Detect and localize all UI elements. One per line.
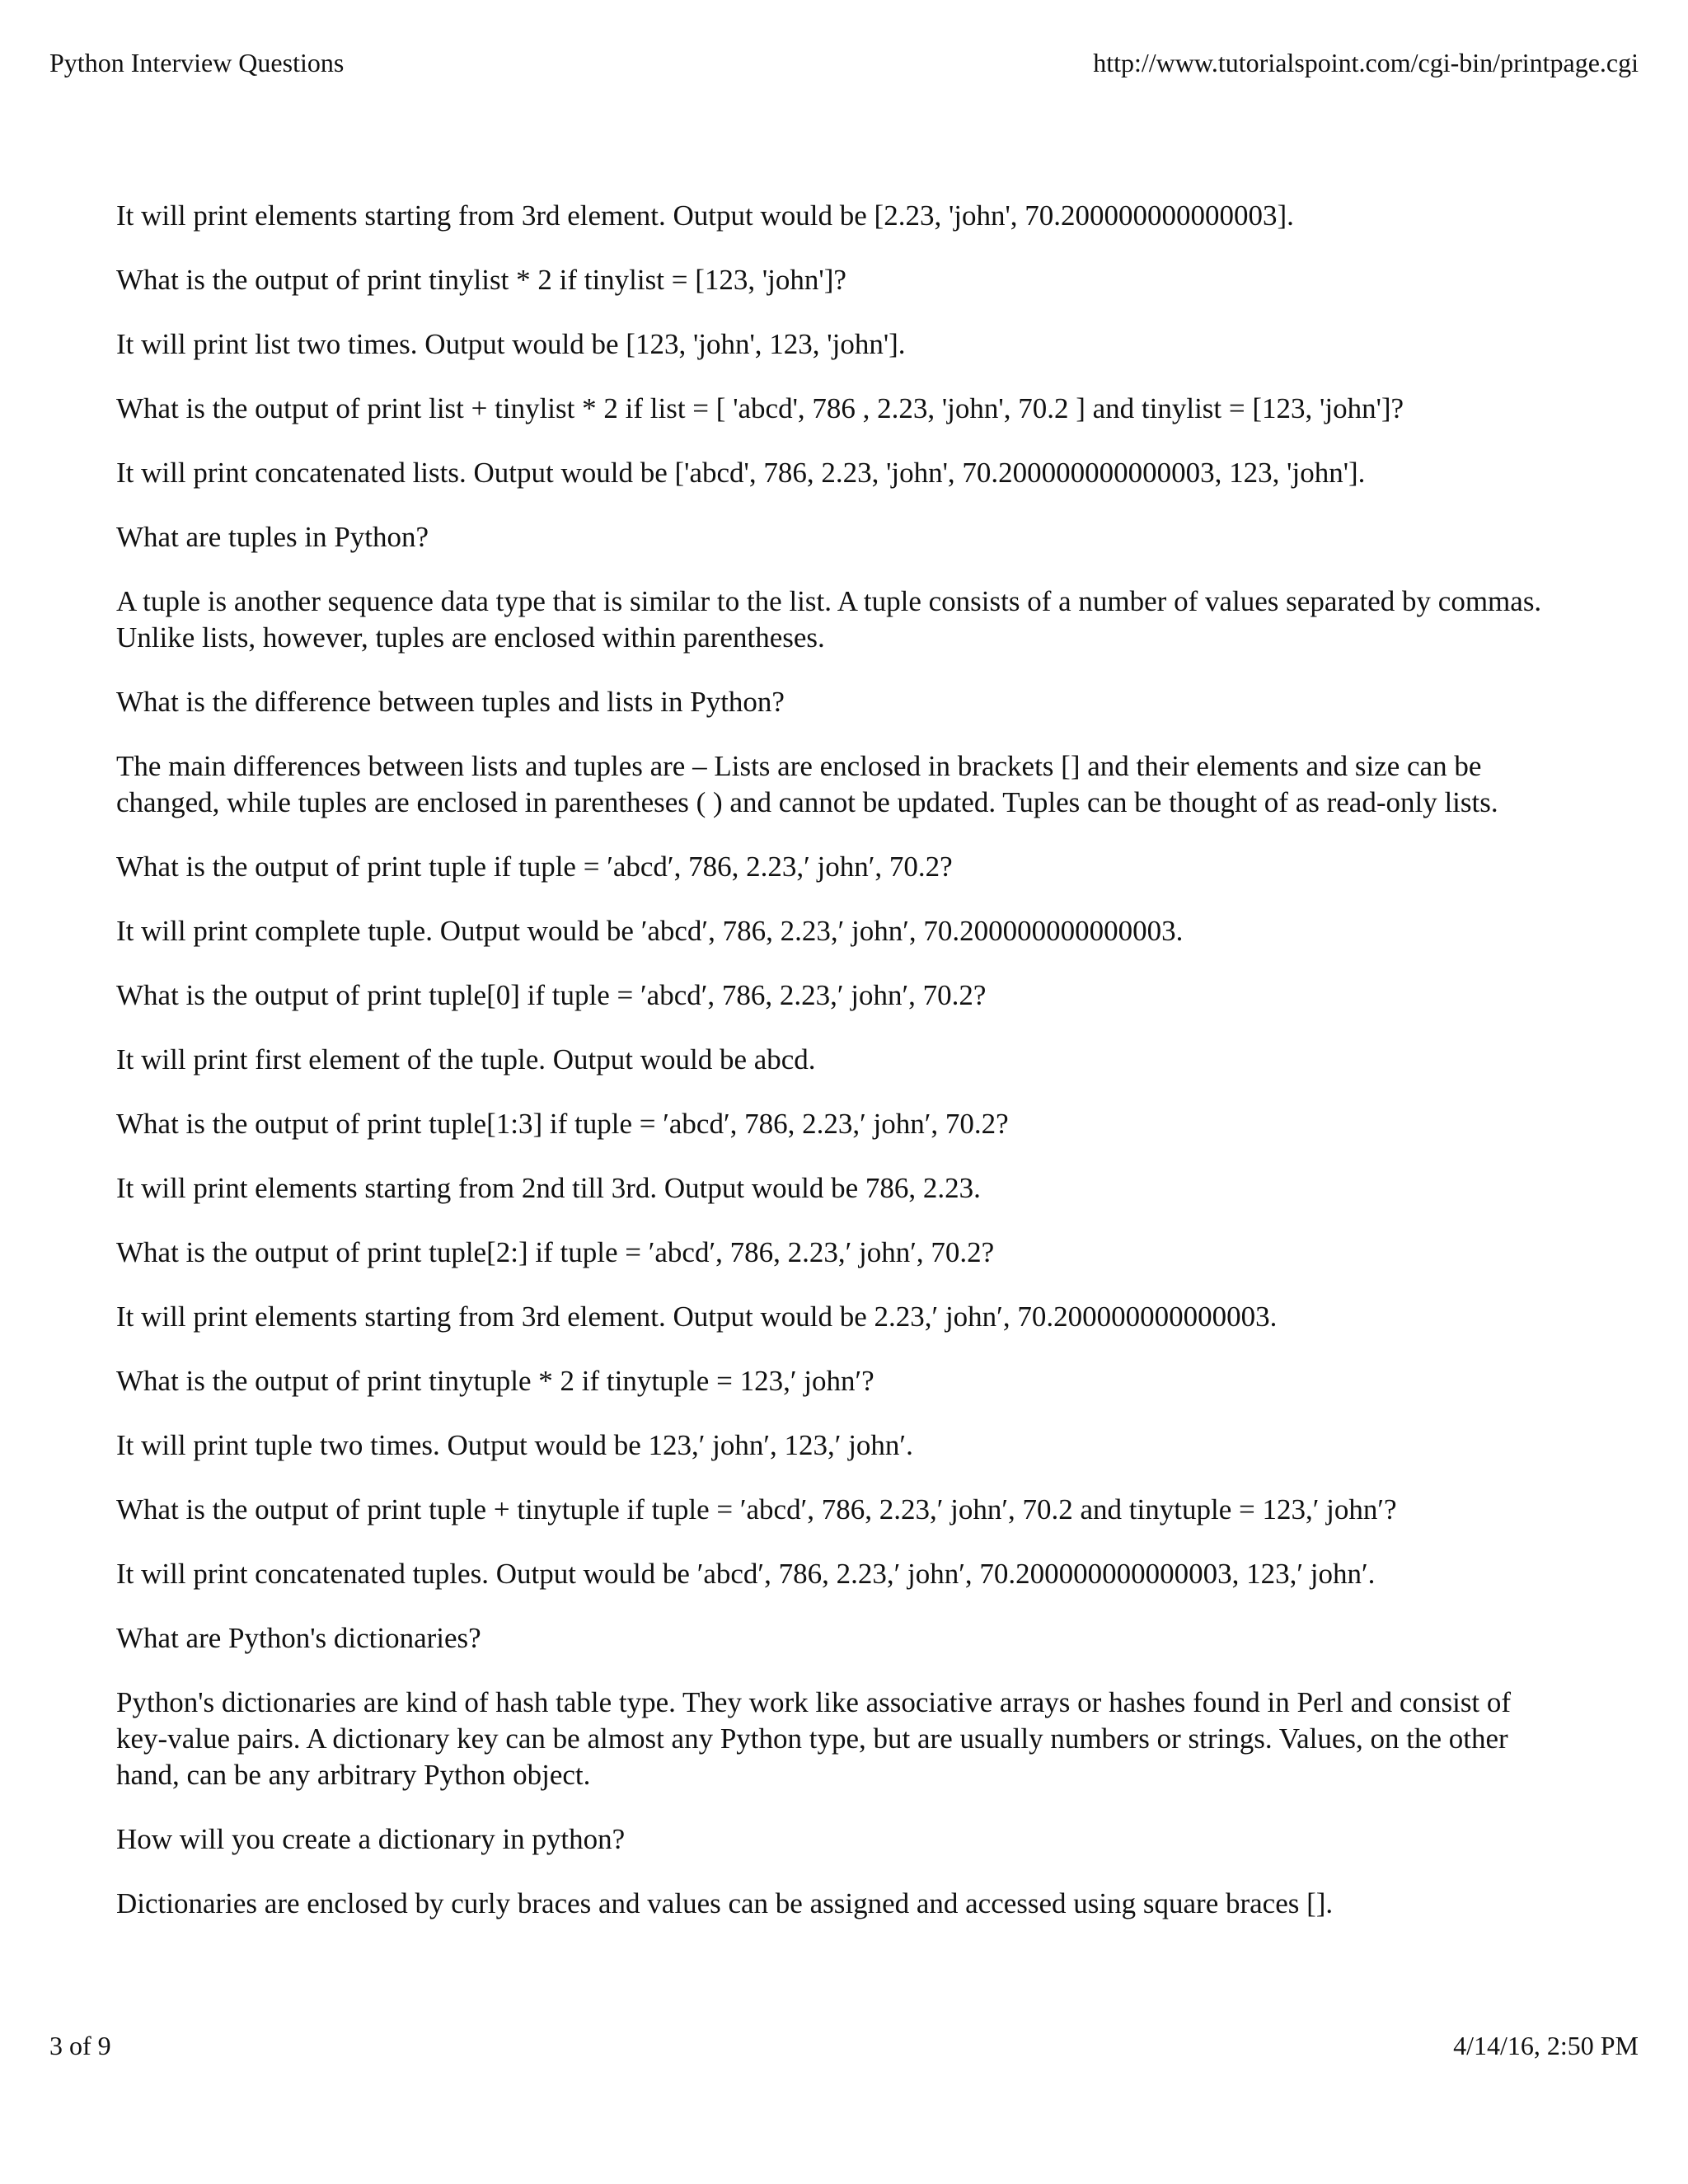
answer-text: The main differences between lists and tuples are – Lists are enclosed in brackets [] and their elements and size can be changed, while tuples are enclosed in parentheses ( ) and cannot be updated. Tuples can be thought of as read-only lists.: [116, 750, 1498, 818]
question-text: What is the difference between tuples and lists in Python?: [116, 686, 785, 718]
answer-text: It will print tuple two times. Output would be 123,′ john′, 123,′ john′.: [116, 1429, 913, 1461]
question-text: What are Python's dictionaries?: [116, 1622, 481, 1654]
answer-text: It will print concatenated lists. Output would be ['abcd', 786, 2.23, 'john', 70.200000000000003, 123, 'john'].: [116, 457, 1366, 489]
answer-text: It will print elements starting from 2nd till 3rd. Output would be 786, 2.23.: [116, 1172, 981, 1204]
question-text: What is the output of print tuple[1:3] if tuple = ′abcd′, 786, 2.23,′ john′, 70.2?: [116, 1108, 1009, 1140]
answer-text: It will print complete tuple. Output would be ′abcd′, 786, 2.23,′ john′, 70.200000000000003.: [116, 915, 1184, 947]
question-text: What is the output of print tinytuple * 2 if tinytuple = 123,′ john′?: [116, 1365, 874, 1397]
question-text: What is the output of print list + tinylist * 2 if list = [ 'abcd', 786 , 2.23, 'john', 70.2 ] and tinylist = [123, 'john']?: [116, 392, 1404, 424]
answer-text: It will print elements starting from 3rd element. Output would be [2.23, 'john', 70.200000000000003].: [116, 199, 1294, 232]
page-footer: [49, 2027, 1639, 2064]
answer-text: A tuple is another sequence data type that is similar to the list. A tuple consists of a number of values separated by commas. Unlike lists, however, tuples are enclosed within parentheses.: [116, 585, 1542, 654]
question-text: What is the output of print tuple[2:] if tuple = ′abcd′, 786, 2.23,′ john′, 70.2?: [116, 1236, 995, 1268]
question-text: What is the output of print tuple if tuple = ′abcd′, 786, 2.23,′ john′, 70.2?: [116, 851, 953, 883]
question-text: How will you create a dictionary in python?: [116, 1823, 626, 1855]
answer-text: It will print first element of the tuple. Output would be abcd.: [116, 1043, 816, 1076]
source-url: http://www.tutorialspoint.com/cgi-bin/printpage.cgi: [1093, 48, 1639, 77]
answer-text: It will print list two times. Output would be [123, 'john', 123, 'john'].: [116, 328, 906, 360]
question-text: What is the output of print tinylist * 2 if tinylist = [123, 'john']?: [116, 264, 846, 296]
question-text: What are tuples in Python?: [116, 521, 429, 553]
page-number: 3 of 9: [49, 2031, 111, 2060]
answer-text: It will print elements starting from 3rd element. Output would be 2.23,′ john′, 70.200000000000003.: [116, 1301, 1278, 1333]
document-body: [116, 198, 1567, 1950]
document-title: Python Interview Questions: [49, 48, 345, 77]
question-text: What is the output of print tuple + tinytuple if tuple = ′abcd′, 786, 2.23,′ john′, 70.2 and tinytuple = 123,′ john′?: [116, 1493, 1397, 1526]
answer-text: Dictionaries are enclosed by curly braces and values can be assigned and accessed using square braces [].: [116, 1887, 1334, 1919]
question-text: What is the output of print tuple[0] if tuple = ′abcd′, 786, 2.23,′ john′, 70.2?: [116, 979, 987, 1011]
answer-text: Python's dictionaries are kind of hash table type. They work like associative arrays or hashes found in Perl and consist of key-value pairs. A dictionary key can be almost any Python type, but are usually numbers or strings. Values, on the other hand, can be any arbitrary Python object.: [116, 1686, 1512, 1791]
print-timestamp: 4/14/16, 2:50 PM: [1453, 2031, 1639, 2060]
page-header: [49, 45, 1639, 81]
answer-text: It will print concatenated tuples. Output would be ′abcd′, 786, 2.23,′ john′, 70.200000000000003, 123,′ john′.: [116, 1558, 1376, 1590]
